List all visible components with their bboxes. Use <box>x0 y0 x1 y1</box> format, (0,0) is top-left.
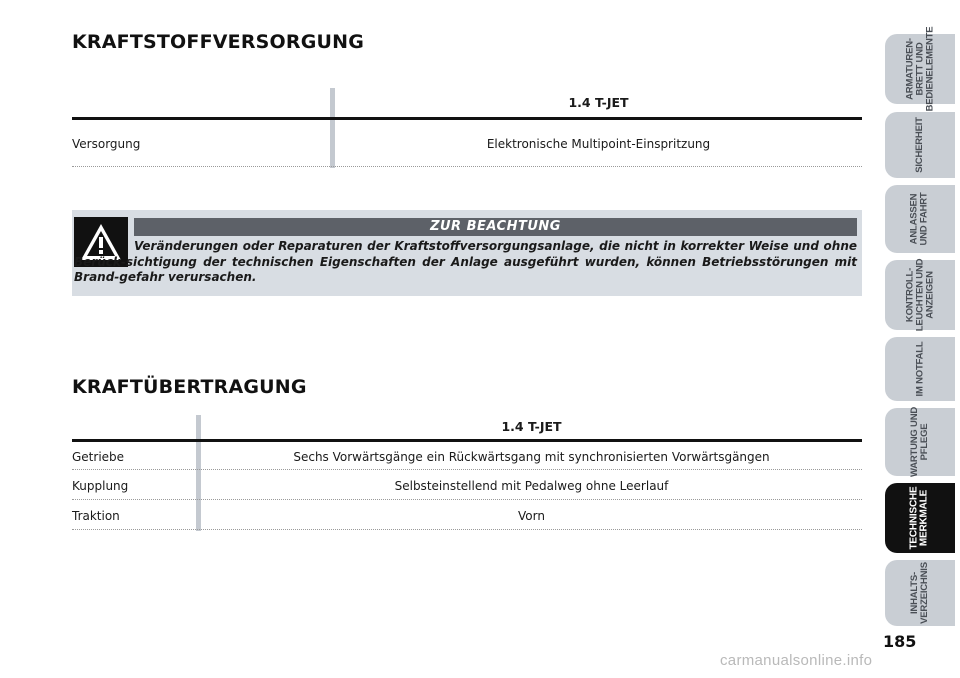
row-label-traktion: Traktion <box>72 509 120 523</box>
page-number: 185 <box>883 632 917 651</box>
row-value-traktion: Vorn <box>518 509 545 523</box>
tab-label: INHALTS- VERZEICHNIS <box>908 562 930 624</box>
row-value-getriebe: Sechs Vorwärtsgänge ein Rückwärtsgang mit synchronisierten Vorwärtsgängen <box>293 450 770 464</box>
section-title-fuel-supply: KRAFTSTOFFVERSORGUNG <box>72 31 365 53</box>
section-title-transmission: KRAFTÜBERTRAGUNG <box>72 376 307 398</box>
tab-label: SICHERHEIT <box>913 117 925 173</box>
tab-wartung[interactable] <box>885 408 955 476</box>
tab-armaturenbrett[interactable] <box>885 26 955 112</box>
tab-label: ARMATUREN- BRETT UND BEDIENELEMENTE <box>904 26 936 112</box>
row-rule <box>72 166 862 167</box>
tab-label: KONTROLL- LEUCHTEN UND ANZEIGEN <box>904 258 936 332</box>
tab-kontrollleuchten[interactable] <box>885 260 955 330</box>
row-label-getriebe: Getriebe <box>72 450 125 464</box>
row-label-kupplung: Kupplung <box>72 479 129 493</box>
watermark: carmanualsonline.info <box>720 652 873 669</box>
row-rule <box>72 499 862 500</box>
row-value-versorgung: Elektronische Multipoint-Einspritzung <box>486 137 711 151</box>
tab-label: ANLASSEN UND FAHRT <box>909 192 930 246</box>
warning-banner: ZUR BEACHTUNG <box>134 218 857 236</box>
tab-sicherheit[interactable] <box>885 112 955 178</box>
tab-anlassen[interactable] <box>885 185 955 253</box>
tab-technische-merkmale[interactable] <box>885 483 955 553</box>
tab-label: WARTUNG UND PFLEGE <box>909 406 931 478</box>
row-rule <box>72 469 862 470</box>
fuel-supply-table <box>72 88 862 168</box>
column-header: 1.4 T-JET <box>568 95 629 110</box>
row-value-kupplung: Selbsteinstellend mit Pedalweg ohne Leerlauf <box>394 479 669 493</box>
warning-text: Veränderungen oder Reparaturen der Kraftstoffversorgungsanlage, die nicht in korrekter Weise und ohne Berück-sichtigung der technischen Eigenschaften der Anlage ausgeführt wurden, können Betriebsstörungen mit Brand-gefahr verursachen. <box>74 239 857 284</box>
row-label-versorgung: Versorgung <box>72 137 141 151</box>
column-header: 1.4 T-JET <box>501 419 562 434</box>
header-rule <box>72 117 862 120</box>
header-rule <box>72 439 862 442</box>
tab-im-notfall[interactable] <box>885 337 955 401</box>
tab-inhaltsverzeichnis[interactable] <box>885 560 955 626</box>
row-rule <box>72 529 862 530</box>
warning-box <box>72 210 862 296</box>
tab-label: IM NOTFALL <box>914 341 925 397</box>
tab-label: TECHNISCHE MERKMALE <box>908 486 930 550</box>
transmission-table <box>72 415 862 531</box>
